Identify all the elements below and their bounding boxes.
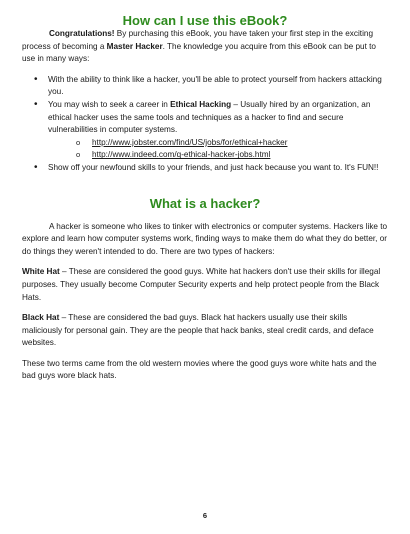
hacker-definition-paragraph: A hacker is someone who likes to tinker with electronics or computer systems. Hackers like to explore and learn how computer systems work, finding ways to make them do what they do better, or do things they weren't intended to do. There are two types of hackers: — [22, 221, 388, 256]
list-item-protect — [22, 74, 388, 99]
black-hat-text: – These are considered the bad guys. Black hat hackers usually use their skills maliciously for personal gain. They are the people that hack banks, steal credit cards, and deface websites. — [22, 313, 374, 348]
intro-paragraph — [22, 28, 388, 66]
career-text-post: – Usually hired by an organization, an ethical hacker uses the same tools and techniques as a hacker to find and secure vulnerabilities in computer systems. — [48, 99, 371, 135]
jobster-link[interactable]: http://www.jobster.com/find/US/jobs/for/ethical+hacker — [92, 137, 288, 147]
master-hacker-text: Master Hacker — [106, 41, 163, 51]
list-item-protect-text: With the ability to think like a hacker, you'll be able to protect yourself from hackers attacking you. — [48, 74, 382, 97]
job-link-item — [48, 137, 388, 150]
white-hat-label: White Hat — [22, 267, 60, 277]
list-item-fun-text: Show off your newfound skills to your friends, and just hack because you want to. It's FUN!! — [48, 162, 379, 172]
white-hat-text: – These are considered the good guys. White hat hackers don't use their skills for illegal purposes. They usually become Computer Security experts and help protect people from the Black Hats. — [22, 267, 381, 302]
list-item-fun — [22, 162, 388, 175]
white-hat-paragraph — [22, 266, 388, 304]
ethical-hacking-text: Ethical Hacking — [170, 99, 232, 109]
black-hat-paragraph — [22, 312, 388, 350]
closing-paragraph: These two terms came from the old western movies where the good guys wore white hats and the bad guys wore black hats. — [22, 358, 377, 381]
congratulations-text: Congratulations! — [49, 29, 115, 38]
intro-text-part2: . The knowledge you acquire from this eBook can be put to use in many ways: — [22, 41, 376, 64]
career-text-pre: You may wish to seek a career in — [48, 99, 171, 109]
job-links-list — [48, 137, 388, 162]
list-item-career — [22, 99, 388, 162]
indeed-link[interactable]: http://www.indeed.com/q-ethical-hacker-jobs.html — [92, 150, 271, 160]
black-hat-label: Black Hat — [22, 313, 60, 323]
job-link-item — [48, 149, 388, 162]
intro-text-part1: By purchasing this eBook, you have taken your first step in the exciting process of becoming a — [22, 29, 374, 51]
section-heading-use-ebook: How can I use this eBook? — [122, 13, 288, 28]
section-heading-what-is-hacker: What is a hacker? — [149, 195, 261, 211]
page-number: 6 — [202, 511, 208, 520]
uses-list — [22, 74, 388, 175]
